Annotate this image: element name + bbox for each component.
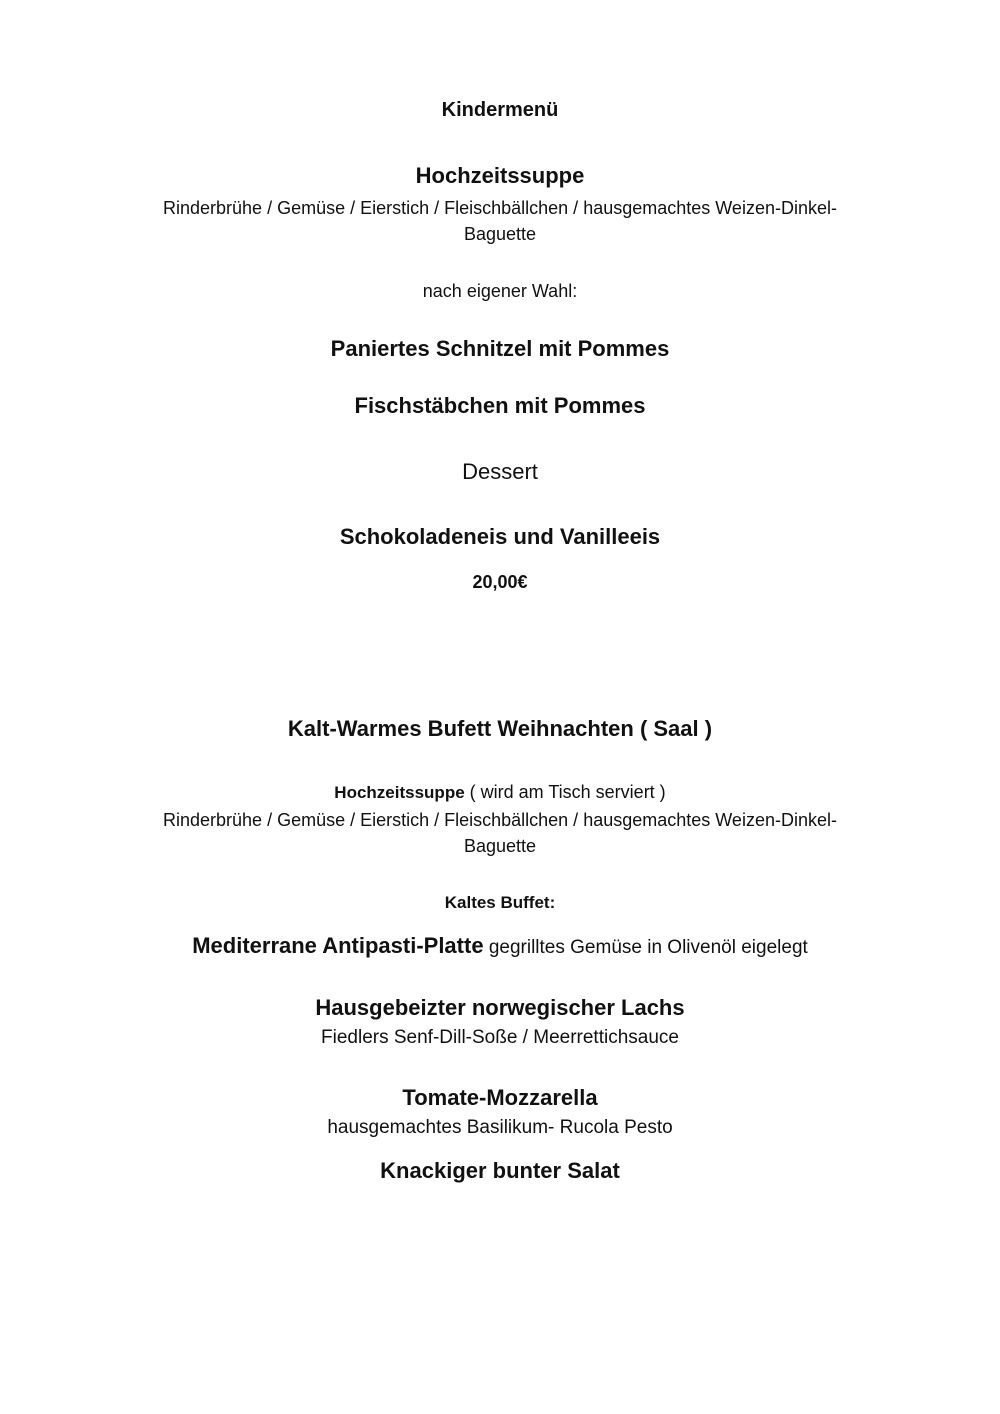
buffet-soup-desc-line2: Baguette xyxy=(463,836,537,856)
buffet-salmon-title: Hausgebeizter norwegischer Lachs xyxy=(315,995,685,1020)
buffet-antipasti-desc: gegrilltes Gemüse in Olivenöl eigelegt xyxy=(483,937,808,958)
buffet-antipasti-title: Mediterrane Antipasti-Platte xyxy=(192,933,484,958)
kids-main-option-2: Fischstäbchen mit Pommes xyxy=(354,393,646,418)
kids-main-option-1: Paniertes Schnitzel mit Pommes xyxy=(330,336,670,361)
buffet-antipasti-line xyxy=(0,933,1000,960)
buffet-soup-desc-line1: Rinderbrühe / Gemüse / Eierstich / Fleischbällchen / hausgemachtes Weizen-Dinkel- xyxy=(163,810,837,830)
buffet-soup-title: Hochzeitssuppe xyxy=(334,783,465,802)
kids-soup-desc-line1: Rinderbrühe / Gemüse / Eierstich / Fleischbällchen / hausgemachtes Weizen-Dinkel- xyxy=(163,198,837,218)
buffet-title: Kalt-Warmes Bufett Weihnachten ( Saal ) xyxy=(287,716,713,741)
buffet-salad-title: Knackiger bunter Salat xyxy=(380,1158,620,1183)
buffet-tomato-desc: hausgemachtes Basilikum- Rucola Pesto xyxy=(327,1117,673,1138)
kids-choice-label: nach eigener Wahl: xyxy=(422,281,578,301)
buffet-soup-note: ( wird am Tisch serviert ) xyxy=(464,782,666,802)
kids-dessert-label: Dessert xyxy=(462,459,538,484)
buffet-salmon-desc: Fiedlers Senf-Dill-Soße / Meerrettichsauce xyxy=(321,1027,679,1048)
kids-soup-desc-line2: Baguette xyxy=(463,224,537,244)
kids-price: 20,00€ xyxy=(472,572,528,592)
buffet-cold-label: Kaltes Buffet: xyxy=(444,893,556,912)
kids-soup-title: Hochzeitssuppe xyxy=(415,163,585,188)
kids-menu-title: Kindermenü xyxy=(441,99,559,121)
kids-dessert: Schokoladeneis und Vanilleeis xyxy=(339,524,661,549)
buffet-soup-line xyxy=(0,782,1000,804)
buffet-tomato-title: Tomate-Mozzarella xyxy=(402,1085,598,1110)
